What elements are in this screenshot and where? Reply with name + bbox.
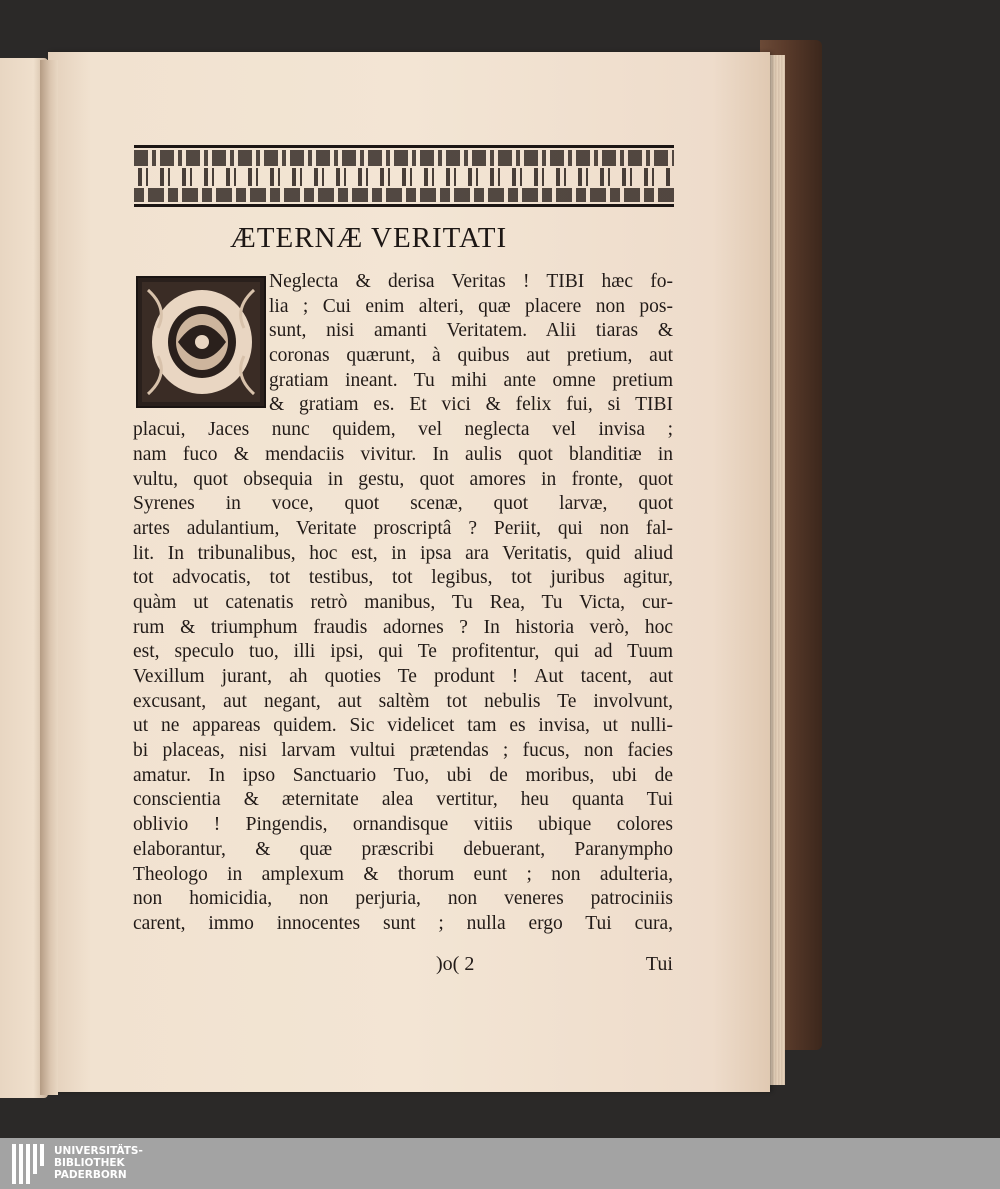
- library-footer-bar: [0, 1138, 1000, 1189]
- text-line: bi placeas, nisi larvam vultui prætendas ; fucus, non facies: [133, 740, 673, 762]
- text-line: gratiam ineant. Tu mihi ante omne pretium: [269, 369, 673, 391]
- text-line: ut ne appareas quidem. Sic videlicet tam es invisa, ut nulli-: [133, 715, 673, 737]
- book-gutter: [40, 60, 58, 1095]
- text-line: placui, Jaces nunc quidem, vel neglecta vel invisa ;: [133, 419, 673, 441]
- logo-line: BIBLIOTHEK: [54, 1157, 125, 1169]
- text-line: coronas quærunt, à quibus aut pretium, aut: [269, 345, 673, 367]
- text-line: lit. In tribunalibus, hoc est, in ipsa ara Veritatis, quid aliud: [133, 542, 673, 564]
- text-line: Theologo in amplexum & thorum eunt ; non adulteria,: [133, 863, 673, 885]
- text-line: non homicidia, non perjuria, non veneres patrociniis: [133, 888, 673, 910]
- library-logo-icon: [12, 1144, 48, 1184]
- library-logo-text: [54, 1145, 143, 1181]
- text-line: est, speculo tuo, illi ipsi, qui Te profitentur, qui ad Tuum: [133, 641, 673, 663]
- text-line: nam fuco & mendaciis vivitur. In aulis quot blanditiæ in: [133, 443, 673, 465]
- text-line: amatur. In ipso Sanctuario Tuo, ubi de moribus, ubi de: [133, 764, 673, 786]
- logo-line: PADERBORN: [54, 1169, 127, 1181]
- text-line: sunt, nisi amanti Veritatem. Alii tiaras &: [269, 320, 673, 342]
- logo-line: UNIVERSITÄTS-: [54, 1145, 143, 1157]
- text-line: elaborantur, & quæ præscribi debuerant, Paranympho: [133, 838, 673, 860]
- page-footer-line: [133, 953, 673, 981]
- text-line: carent, immo innocentes sunt ; nulla ergo Tui cura,: [133, 912, 673, 934]
- signature-mark: )o( 2: [436, 953, 475, 975]
- text-line: conscientia & æternitate alea vertitur, heu quanta Tui: [133, 789, 673, 811]
- page-title: ÆTERNÆ VERITATI: [230, 222, 508, 254]
- catchword: Tui: [645, 953, 673, 975]
- text-line: Vexillum jurant, ah quoties Te produnt ! Aut tacent, aut: [133, 666, 673, 687]
- text-line: rum & triumphum fraudis adornes ? In historia verò, hoc: [133, 616, 673, 638]
- text-line: quàm ut catenatis retrò manibus, Tu Rea, Tu Victa, cur-: [133, 591, 673, 613]
- text-line: excusant, aut negant, aut saltèm tot nebulis Te involvunt,: [133, 690, 673, 712]
- text-line: lia ; Cui enim alteri, quæ placere non pos-: [269, 295, 673, 317]
- text-line: oblivio ! Pingendis, ornandisque vitiis ubique colores: [133, 814, 673, 836]
- text-line: Neglecta & derisa Veritas ! TIBI hæc fo-: [269, 271, 673, 292]
- text-line: artes adulantium, Veritate proscriptâ ? Periit, qui non fal-: [133, 517, 673, 539]
- text-line: & gratiam es. Et vici & felix fui, si TIBI: [269, 394, 673, 416]
- text-line: vultu, quot obsequia in gestu, quot amores in fronte, quot: [133, 468, 673, 490]
- text-line: tot advocatis, tot testibus, tot legibus, tot juribus agitur,: [133, 567, 673, 589]
- headpiece-ornament: [134, 145, 674, 207]
- text-line: Syrenes in voce, quot scenæ, quot larvæ, quot: [133, 493, 673, 515]
- body-text: [133, 270, 673, 937]
